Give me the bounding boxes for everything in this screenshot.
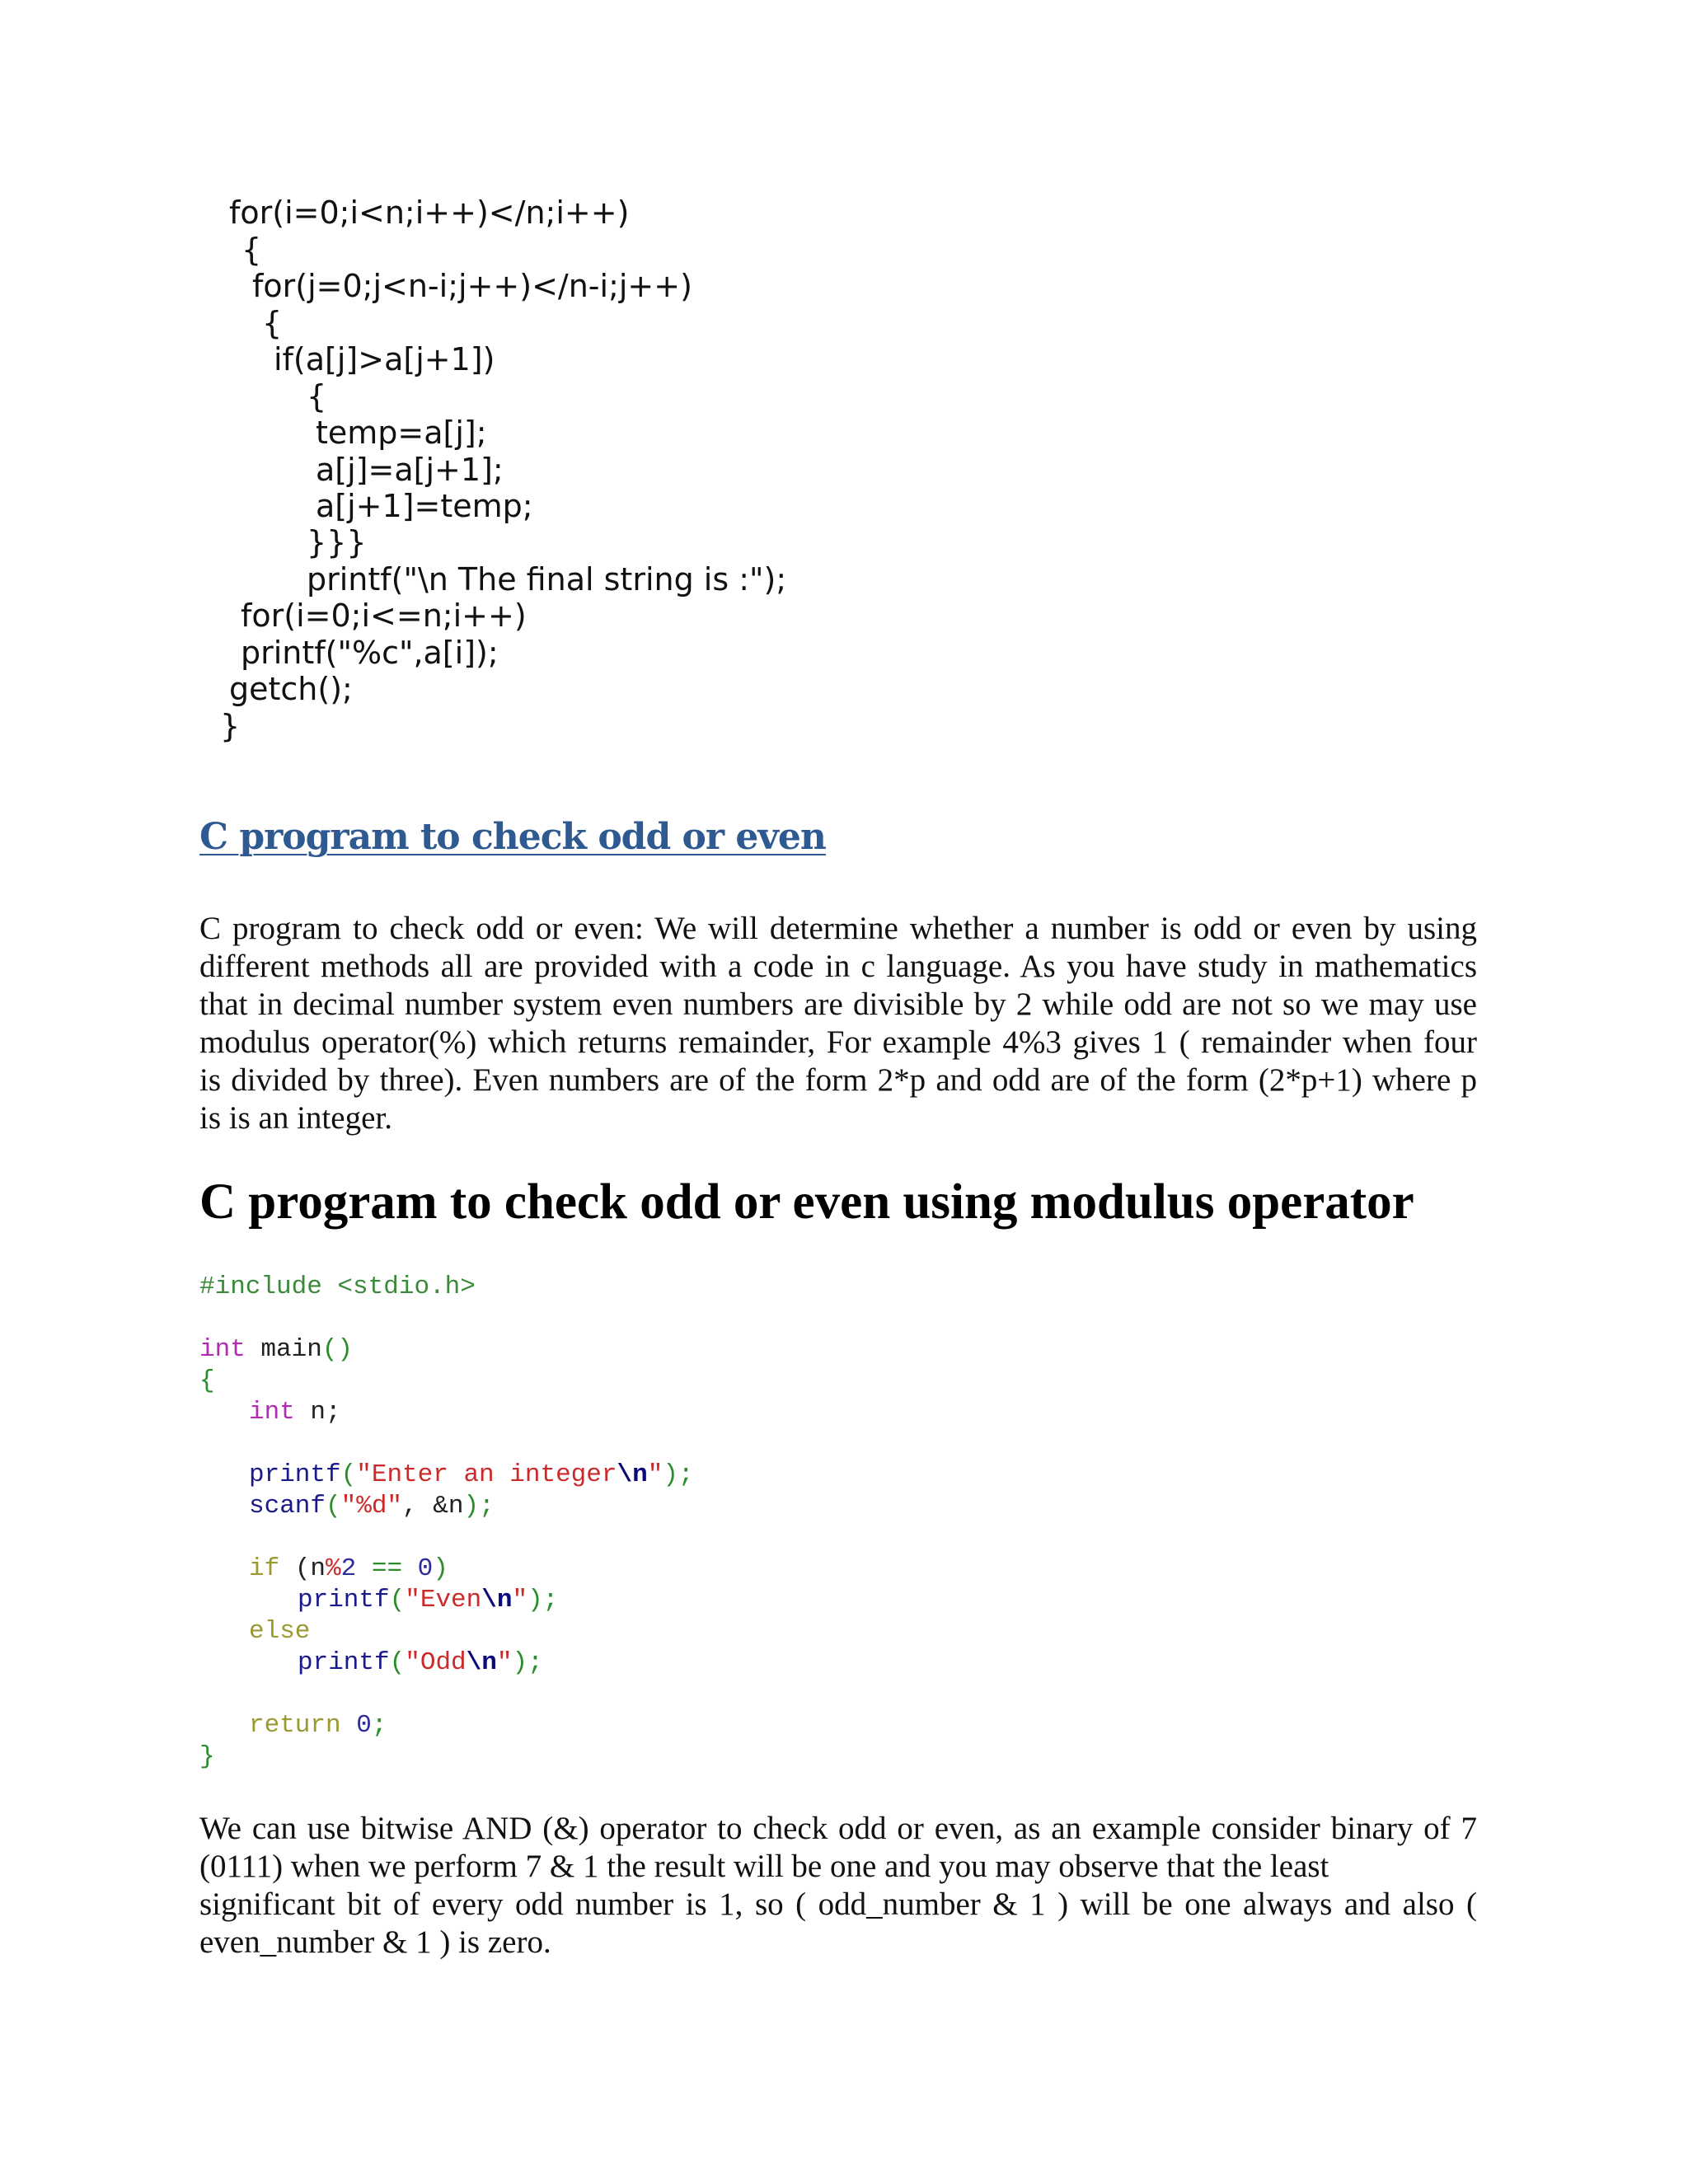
code-token: ) bbox=[433, 1554, 448, 1583]
odd-even-link-heading[interactable]: C program to check odd or even bbox=[199, 816, 826, 858]
paragraph-line: significant bit of every odd number is 1, so ( odd_number & 1 ) will be one always and also ( bbox=[199, 1886, 1477, 1922]
code-line-main bbox=[199, 1334, 353, 1366]
code-token: printf bbox=[298, 1586, 390, 1615]
paragraph-line: modulus operator(%) which returns remainder, For example 4%3 gives 1 ( remainder when four bbox=[199, 1024, 1477, 1060]
code-line: }}} bbox=[307, 524, 367, 560]
code-line: for(j=0;j<n-i;j++)</n-i;j++) bbox=[252, 268, 692, 304]
code-token: \n bbox=[466, 1648, 497, 1677]
code-line: if(a[j]>a[j+1]) bbox=[274, 341, 495, 377]
code-line: printf("\n The final string is :"); bbox=[307, 561, 787, 598]
paragraph-line: We can use bitwise AND (&) operator to check odd or even, as an example consider binary of 7 bbox=[199, 1811, 1477, 1846]
paragraph-line: C program to check odd or even: We will determine whether a number is odd or even by using bbox=[199, 911, 1477, 946]
code-token: () bbox=[321, 1335, 354, 1364]
code-token: , &n bbox=[402, 1492, 464, 1521]
code-token: 2 bbox=[340, 1554, 357, 1583]
code-token: % bbox=[326, 1554, 341, 1583]
paragraph-line: (0111) when we perform 7 & 1 the result will be one and you may observe that the least bbox=[199, 1849, 1329, 1884]
paragraph-line: that in decimal number system even numbers are divisible by 2 while odd are not so we may use bbox=[199, 987, 1477, 1022]
code-token: printf bbox=[249, 1460, 341, 1489]
code-line-else bbox=[249, 1616, 310, 1647]
code-line: for(i=0;i<n;i++)</n;i++) bbox=[229, 194, 630, 231]
code-line-printf: printf("Enter an integer\n"); bbox=[249, 1460, 694, 1489]
paragraph-line: even_number & 1 ) is zero. bbox=[199, 1924, 551, 1960]
code-token: printf bbox=[298, 1648, 390, 1677]
code-line-printf-odd: printf("Odd\n"); bbox=[298, 1648, 543, 1677]
code-token: " bbox=[512, 1586, 528, 1615]
code-line-printf-even: printf("Even\n"); bbox=[298, 1586, 559, 1615]
intro-paragraph bbox=[199, 910, 1477, 1137]
code-token: 0 bbox=[356, 1711, 372, 1740]
code-line-open-brace bbox=[199, 1366, 215, 1397]
code-token: #include <stdio.h> bbox=[199, 1272, 476, 1301]
code-token: n; bbox=[294, 1398, 341, 1427]
code-line: { bbox=[241, 232, 262, 268]
code-token: == bbox=[356, 1554, 418, 1583]
paragraph-line: is divided by three). Even numbers are of the form 2*p and odd are of the form (2*p+1) where p bbox=[199, 1062, 1477, 1098]
code-token: " bbox=[496, 1648, 513, 1677]
code-token: \n bbox=[617, 1460, 648, 1489]
code-token: main bbox=[245, 1335, 322, 1364]
code-token: "Even bbox=[405, 1586, 482, 1615]
code-line-include bbox=[199, 1272, 476, 1303]
code-token: } bbox=[199, 1742, 215, 1771]
code-line-close-brace bbox=[199, 1741, 215, 1773]
bitwise-paragraph bbox=[199, 1810, 1477, 1961]
code-line: { bbox=[262, 305, 283, 341]
code-line: for(i=0;i<=n;i++) bbox=[241, 598, 527, 634]
code-token: 0 bbox=[417, 1554, 434, 1583]
code-token: if bbox=[249, 1554, 280, 1583]
code-line: a[j+1]=temp; bbox=[316, 488, 533, 524]
code-line-if bbox=[249, 1554, 448, 1585]
code-line: } bbox=[220, 708, 241, 744]
code-line-return: return 0; bbox=[249, 1711, 387, 1740]
code-token: { bbox=[199, 1366, 215, 1395]
code-line: temp=a[j]; bbox=[316, 415, 487, 451]
code-token: "%d" bbox=[340, 1492, 403, 1521]
code-line: printf("%c",a[i]); bbox=[241, 635, 499, 671]
code-token: "Odd bbox=[405, 1648, 467, 1677]
paragraph-line: different methods all are provided with a code in c language. As you have study in mathematics bbox=[199, 949, 1477, 984]
code-token: " bbox=[647, 1460, 663, 1489]
code-token: "Enter an integer bbox=[356, 1460, 617, 1489]
code-line-decl bbox=[249, 1397, 341, 1428]
code-token: scanf bbox=[249, 1492, 326, 1521]
code-token: \n bbox=[481, 1586, 513, 1615]
code-token: return bbox=[249, 1711, 341, 1740]
code-line: a[j]=a[j+1]; bbox=[316, 452, 504, 488]
paragraph-line: is is an integer. bbox=[199, 1100, 392, 1136]
code-token: int bbox=[199, 1335, 246, 1364]
code-line: { bbox=[307, 378, 327, 415]
code-token: (n bbox=[279, 1554, 326, 1583]
section-heading: C program to check odd or even using modulus operator bbox=[199, 1174, 1414, 1230]
code-token: else bbox=[249, 1617, 311, 1646]
code-line: getch(); bbox=[229, 671, 353, 707]
code-line-scanf: scanf("%d", &n); bbox=[249, 1492, 495, 1521]
code-token: int bbox=[249, 1398, 295, 1427]
